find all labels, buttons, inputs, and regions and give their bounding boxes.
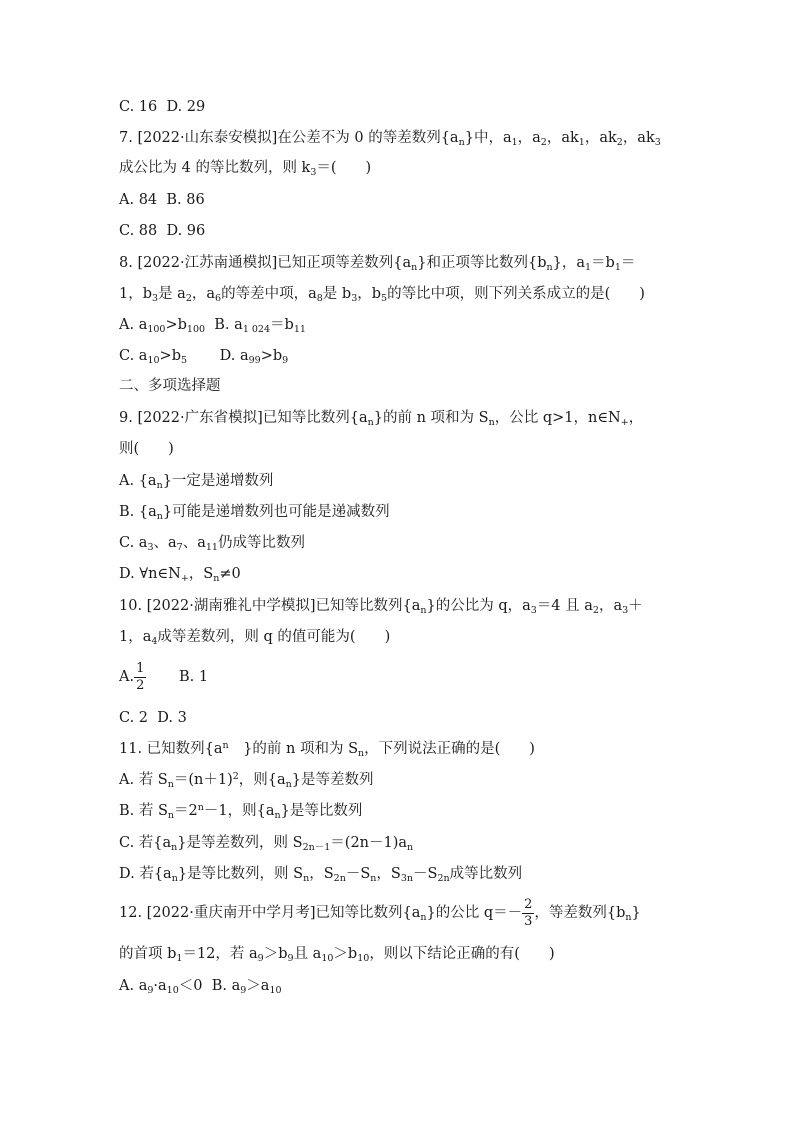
fraction: $\frac{2}{3}$ xyxy=(524,896,533,929)
q10-option-c: C. 2 xyxy=(119,710,149,726)
q11-option-a: A. 若 $S_n=(n+1)^2$，则$\{a_n\}$是等差数列 xyxy=(119,771,374,790)
q6-option-d: D. 29 xyxy=(166,99,206,115)
q7-options-cd xyxy=(119,221,205,241)
q12-option-b: B. $a_9>a_{10}$ xyxy=(211,978,282,996)
q9-option-c: C. $a_3$、$a_7$、$a_{11}$仍成等比数列 xyxy=(119,535,305,553)
q7-stem-line1: 7. [2022·山东泰安模拟]在公差不为 0 的等差数列$\{a_n\}$中，$a_1$，$a_2$，$ak_1$，$ak_2$，$ak_3$ xyxy=(119,130,661,148)
q8-stem-line2: 1，$b_3$是 $a_2$，$a_6$的等差中项，$a_8$是 $b_3$，$b_5$的等比中项，则下列关系成立的是( ) xyxy=(119,286,645,304)
q9-stem-line2: 则( ) xyxy=(119,441,174,457)
q12-options-ab xyxy=(119,976,282,996)
q8-stem-line1: 8. [2022·江苏南通模拟]已知正项等差数列$\{a_n\}$和正项等比数列$\{b_n\}$，$a_1=b_1=$ xyxy=(119,255,636,273)
q9-option-d: D. $\forall n\in N_+$，$S_n\ne 0$ xyxy=(119,566,241,584)
q12-option-a: A. $a_9\cdot a_{10}<0$ xyxy=(119,978,203,996)
q10-options-ab xyxy=(119,660,208,694)
q9-option-a: A. $\{a_n\}$一定是递增数列 xyxy=(119,473,274,491)
q10-stem-line1: 10. [2022·湖南雅礼中学模拟]已知等比数列$\{a_n\}$的公比为 q，$a_3=4$ 且 $a_2$，$a_3+$ xyxy=(119,598,643,616)
q8-options-cd xyxy=(119,346,288,366)
q11-stem: 11. 已知数列{$a^n$ }的前 n 项和为 $S_n$，下列说法正确的是( ) xyxy=(119,740,535,759)
q7-option-a: A. 84 xyxy=(119,192,158,208)
q10-option-a: A. $\frac{1}{2}$ xyxy=(119,660,145,693)
q10-options-cd xyxy=(119,708,187,728)
q11-option-b: B. 若 $S_n=2^n-1$，则$\{a_n\}$是等比数列 xyxy=(119,802,363,821)
q9-option-b: B. $\{a_n\}$可能是递增数列也可能是递减数列 xyxy=(119,504,390,522)
q6-options-cd xyxy=(119,97,205,117)
q10-option-d: D. 3 xyxy=(157,710,187,726)
q7-options-ab xyxy=(119,190,205,210)
q7-stem-line2: 成公比为 4 的等比数列，则 $k_3=$( ) xyxy=(119,160,372,178)
q12-stem-line2: 的首项 $b_1=12$，若 $a_9>b_9$且 $a_{10}>b_{10}$，则以下结论正确的有( ) xyxy=(119,946,555,964)
q8-options-ab xyxy=(119,315,306,335)
q10-option-b: B. 1 xyxy=(178,669,209,685)
q8-option-d: D. $a_{99}>b_9$ xyxy=(219,348,289,366)
q7-option-b: B. 86 xyxy=(166,192,205,208)
q7-option-c: C. 88 xyxy=(119,223,158,239)
q7-option-d: D. 96 xyxy=(166,223,206,239)
q9-stem-line1: 9. [2022·广东省模拟]已知等比数列$\{a_n\}$的前 n 项和为 $S_n$，公比 q>1，$n\in N_+$， xyxy=(119,410,644,428)
q11-option-d: D. 若$\{a_n\}$是等比数列，则 $S_n$，$S_{2n}-S_n$，$S_{3n}-S_{2n}$成等比数列 xyxy=(119,866,523,884)
q8-option-c: C. $a_{10}>b_5$ xyxy=(119,348,188,366)
q11-option-c: C. 若$\{a_n\}$是等差数列，则 $S_{2n-1}=(2n-1)a_n$ xyxy=(119,835,414,853)
q6-option-c: C. 16 xyxy=(119,99,158,115)
section-heading-multiple-choice: 二、多项选择题 xyxy=(119,378,221,394)
fraction: $\frac{1}{2}$ xyxy=(136,660,145,693)
q8-option-a: A. $a_{100}>b_{100}$ xyxy=(119,317,206,335)
q12-stem-line1: 12. [2022·重庆南开中学月考]已知等比数列$\{a_n\}$的公比 q＝－ $\frac{2}{3}$ ，等差数列$\{b_n\}$ xyxy=(119,896,641,929)
q10-stem-line2: 1，$a_4$成等差数列，则 q 的值可能为( ) xyxy=(119,629,391,647)
q8-option-b: B. $a_{1 024}=b_{11}$ xyxy=(214,317,306,335)
